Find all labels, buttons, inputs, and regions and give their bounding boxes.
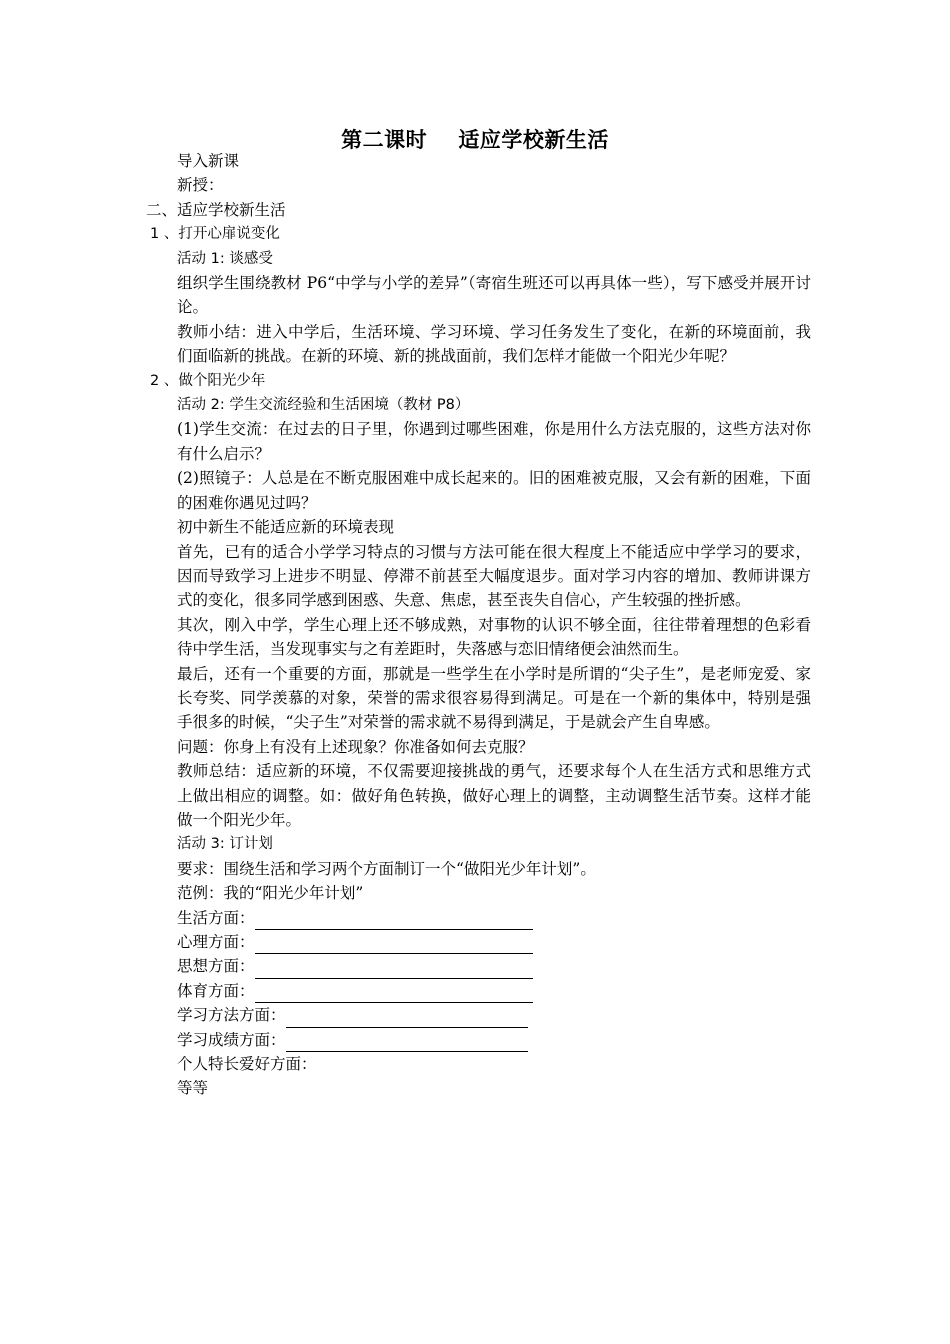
hobby-line: 个人特长爱好方面：: [177, 1054, 317, 1073]
part2-heading: 2 、做个阳光少年: [150, 372, 266, 389]
plan-label: 思想方面：: [177, 957, 255, 976]
fill-in-blank: [255, 960, 533, 979]
plan-row-sports: [177, 979, 811, 1003]
activity3-heading: 活动 3: 订计划: [177, 836, 273, 853]
plan-label: 学习成绩方面：: [177, 1030, 286, 1049]
etc-line: 等等: [177, 1079, 209, 1098]
teacher-summary-1: 教师小结：进入中学后，生活环境、学习环境、学习任务发生了变化，在新的环境面前，我们面临新的挑战。在新的环境、新的挑战面前，我们怎样才能做一个阳光少年呢？: [177, 322, 811, 366]
plan-row-life: [177, 906, 811, 930]
plan-row-study-results: [177, 1028, 811, 1052]
plan-label: 心理方面：: [177, 932, 255, 951]
lesson-content: [146, 149, 811, 1101]
paragraph-second: 其次，刚入中学，学生心理上还不够成熟，对事物的认识不够全面，往往带着理想的色彩看待中学生活，当发现事实与之有差距时，失落感与恋旧情绪便会油然而生。: [177, 615, 811, 659]
intro-line: 导入新课: [177, 152, 240, 170]
lesson-title: 第二课时 适应学校新生活: [341, 127, 609, 152]
plan-row-psychology: [177, 930, 811, 954]
activity1-text: 组织学生围绕教材 P6“中学与小学的差异”（寄宿生班还可以再具体一些），写下感受并展开讨论。: [177, 274, 811, 317]
new-lesson-line: 新授：: [177, 176, 224, 195]
plan-row-thought: [177, 954, 811, 978]
activity1-heading: 活动 1: 谈感受: [177, 250, 273, 267]
paragraph-last: 最后，还有一个重要的方面，那就是一些学生在小学时是所谓的“尖子生”，是老师宠爱、家长夸奖、同学羡慕的对象，荣誉的需求很容易得到满足。可是在一个新的集体中，特别是强手很多的时候，“尖子生”对荣誉的需求就不易得到满足，于是就会产生自卑感。: [177, 664, 811, 732]
activity2-question-2: (2)照镜子：人总是在不断克服困难中成长起来的。旧的困难被克服，又会有新的困难，下面的困难你遇见过吗？: [177, 469, 811, 512]
fill-in-blank: [255, 984, 533, 1003]
plan-row-study-method: [177, 1003, 811, 1027]
plan-label: 体育方面：: [177, 981, 255, 1000]
paragraph-first: 首先，已有的适合小学学习特点的习惯与方法可能在很大程度上不能适应中学学习的要求，因而导致学习上进步不明显、停滞不前甚至大幅度退步。面对学习内容的增加、教师讲课方式的变化，很多同学感到困惑、失意、焦虑，甚至丧失自信心，产生较强的挫折感。: [177, 542, 811, 610]
maladapt-heading: 初中新生不能适应新的环境表现: [177, 518, 395, 537]
question-line: 问题：你身上有没有上述现象？你准备如何去克服？: [177, 737, 534, 756]
fill-in-blank: [286, 1033, 528, 1052]
plan-label: 生活方面：: [177, 908, 255, 927]
teacher-summary-2: 教师总结：适应新的环境，不仅需要迎接挑战的勇气，还要求每个人在生活方式和思维方式上做出相应的调整。如：做好角色转换，做好心理上的调整，主动调整生活节奏。这样才能做一个阳光少年。: [177, 762, 811, 829]
fill-in-blank: [286, 1009, 528, 1028]
activity2-heading: 活动 2: 学生交流经验和生活困境（教材 P8）: [177, 397, 470, 414]
activity2-question-1: (1)学生交流：在过去的日子里，你遇到过哪些困难，你是用什么方法克服的，这些方法对你有什么启示？: [177, 420, 811, 463]
section-heading: 二、适应学校新生活: [146, 200, 286, 219]
plan-label: 学习方法方面：: [177, 1006, 286, 1025]
fill-in-blank: [255, 935, 533, 954]
fill-in-blank: [255, 911, 533, 930]
requirement-line: 要求：围绕生活和学习两个方面制订一个“做阳光少年计划”。: [177, 859, 596, 878]
example-line: 范例：我的“阳光少年计划”: [177, 884, 364, 903]
part1-heading: 1 、打开心扉说变化: [150, 226, 280, 243]
